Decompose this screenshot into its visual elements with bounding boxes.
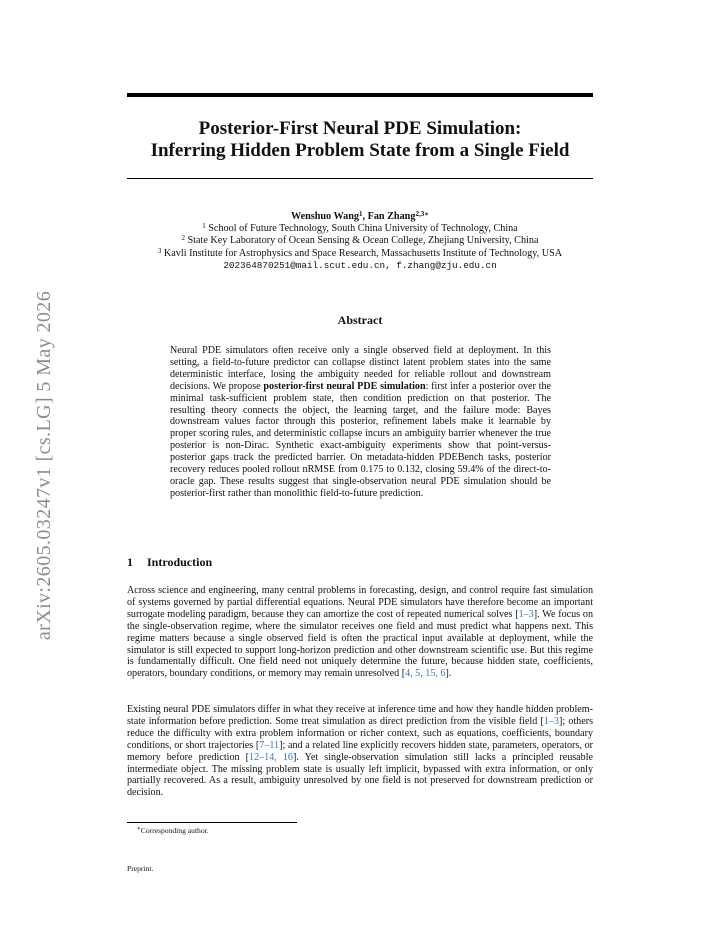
citation-link[interactable]: 1–3 bbox=[518, 608, 534, 620]
author-block bbox=[110, 211, 610, 272]
affiliation-line bbox=[110, 235, 610, 247]
title-top-rule bbox=[127, 93, 593, 97]
preprint-label: Preprint. bbox=[127, 864, 154, 873]
footnote-text: Corresponding author. bbox=[140, 826, 209, 835]
affiliation-text: State Key Laboratory of Ocean Sensing & Ocean College, Zhejiang University, China bbox=[187, 235, 539, 247]
citation-link[interactable]: 12–14, 16 bbox=[249, 751, 293, 763]
intro-paragraph-2 bbox=[127, 704, 593, 799]
arxiv-identifier-stamp bbox=[30, 255, 60, 675]
footnote-rule bbox=[127, 822, 297, 823]
section-title: Introduction bbox=[147, 555, 213, 569]
citation-link[interactable]: 7–11 bbox=[259, 739, 280, 751]
author-affiliation-marker: 2,3∗ bbox=[415, 210, 430, 218]
abstract-text: Neural PDE simulators often receive only a single observed field at deployment. In this setting, a field-to-future predictor can collapse distinct latent problem states into the same deterministic interface, losing the ambiguity needed for reliable rollout and downstream decisions. We propose bbox=[170, 345, 551, 392]
author-affiliation-marker: 1 bbox=[359, 210, 363, 218]
paragraph-text: Across science and engineering, many central problems in forecasting, design, and control require fast simulation of systems governed by partial differential equations. Neural PDE simulators have therefore become an important surrogate modeling paradigm, because they can amortize the cost of repeated numerical solves [ bbox=[127, 585, 593, 620]
paragraph-text: ]. Yet single-observation simulation still lacks a principled reusable intermediate object. The missing problem state is usually left implicit, bypassed with extra information, or only partially recovered. As a result, ambiguity unresolved by one field is not preserved for downstream prediction or decision. bbox=[127, 751, 593, 799]
author-name: Wenshuo Wang bbox=[290, 211, 359, 222]
abstract-body bbox=[170, 345, 551, 500]
paragraph-text: ]; others reduce the difficulty with extra problem information or richer context, such as equations, coefficients, boundary conditions, or short trajectories [ bbox=[127, 715, 593, 751]
paper-title bbox=[127, 118, 593, 162]
citation-link[interactable]: 1–3 bbox=[543, 715, 559, 727]
abstract-text: : first infer a posterior over the minimal task-sufficient problem state, then condition prediction on that posterior. The resulting theory connects the object, the learning target, and the failure mode: Bayes downstream values factor through this posterior, refinement labels make it learnable by proper scoring rules, and deterministic collapse incurs an ambiguity barrier whenever the true posterior is non-Dirac. Synthetic exact-ambiguity experiments show that point-versus-posterior gaps track the predicted barrier. On metadata-hidden PDEBench tasks, posterior recovery reduces pooled rollout nRMSE from 0.175 to 0.132, closing 59.4% of the direct-to-oracle gap. These results suggest that single-observation neural PDE simulation should be posterior-first rather than monolithic field-to-future prediction. bbox=[170, 380, 551, 499]
author-emails: 202364870251@mail.scut.edu.cn, f.zhang@zju.edu.cn bbox=[223, 259, 497, 271]
affiliation-marker: 3 bbox=[157, 246, 162, 255]
footnote bbox=[137, 826, 209, 835]
author-names bbox=[110, 211, 610, 223]
paragraph-text: ]; and a related line explicitly recovers hidden state, parameters, operators, or memory before prediction [ bbox=[127, 739, 593, 763]
author-name: Fan Zhang bbox=[367, 211, 416, 222]
abstract-emphasis: posterior-first neural PDE simulation bbox=[263, 380, 426, 392]
title-bottom-rule bbox=[127, 178, 593, 179]
affiliation-marker: 2 bbox=[181, 234, 185, 243]
paragraph-text: ]. We focus on the single-observation regime, where the simulator receives one field and must predict what happens next. This regime matters because a single observed field is often the practical input available at deployment, while the simulator is still expected to support long-horizon prediction and other downstream scientific use. But this regime is fundamentally difficult. One field need not uniquely determine the future, because hidden state, coefficients, operators, boundary conditions, or memory may remain unresolved [ bbox=[127, 608, 593, 680]
paragraph-text: ]. bbox=[445, 668, 452, 680]
intro-paragraph-1 bbox=[127, 585, 593, 680]
author-separator: , bbox=[362, 211, 368, 222]
affiliation-line bbox=[110, 223, 610, 235]
title-line-2: Inferring Hidden Problem State from a Single Field bbox=[150, 140, 570, 161]
citation-link[interactable]: 4, 5, 15, 6 bbox=[405, 668, 446, 680]
arxiv-identifier-text: arXiv:2605.03247v1 [cs.LG] 5 May 2026 bbox=[33, 290, 56, 640]
paragraph-text: Existing neural PDE simulators differ in what they receive at inference time and how they handle hidden problem-state information before prediction. Some treat simulation as direct prediction from the visible field [ bbox=[127, 704, 593, 727]
footnote-mark: ∗ bbox=[137, 826, 141, 832]
affiliation-text: Kavli Institute for Astrophysics and Space Research, Massachusetts Institute of Technology, USA bbox=[163, 247, 563, 259]
section-number: 1 bbox=[127, 555, 133, 569]
title-line-1: Posterior-First Neural PDE Simulation: bbox=[198, 118, 522, 139]
affiliation-text: School of Future Technology, South China University of Technology, China bbox=[208, 223, 518, 235]
affiliation-line bbox=[110, 248, 610, 260]
affiliation-marker: 1 bbox=[202, 222, 206, 231]
abstract-heading: Abstract bbox=[337, 313, 383, 327]
section-heading-introduction bbox=[127, 555, 212, 570]
